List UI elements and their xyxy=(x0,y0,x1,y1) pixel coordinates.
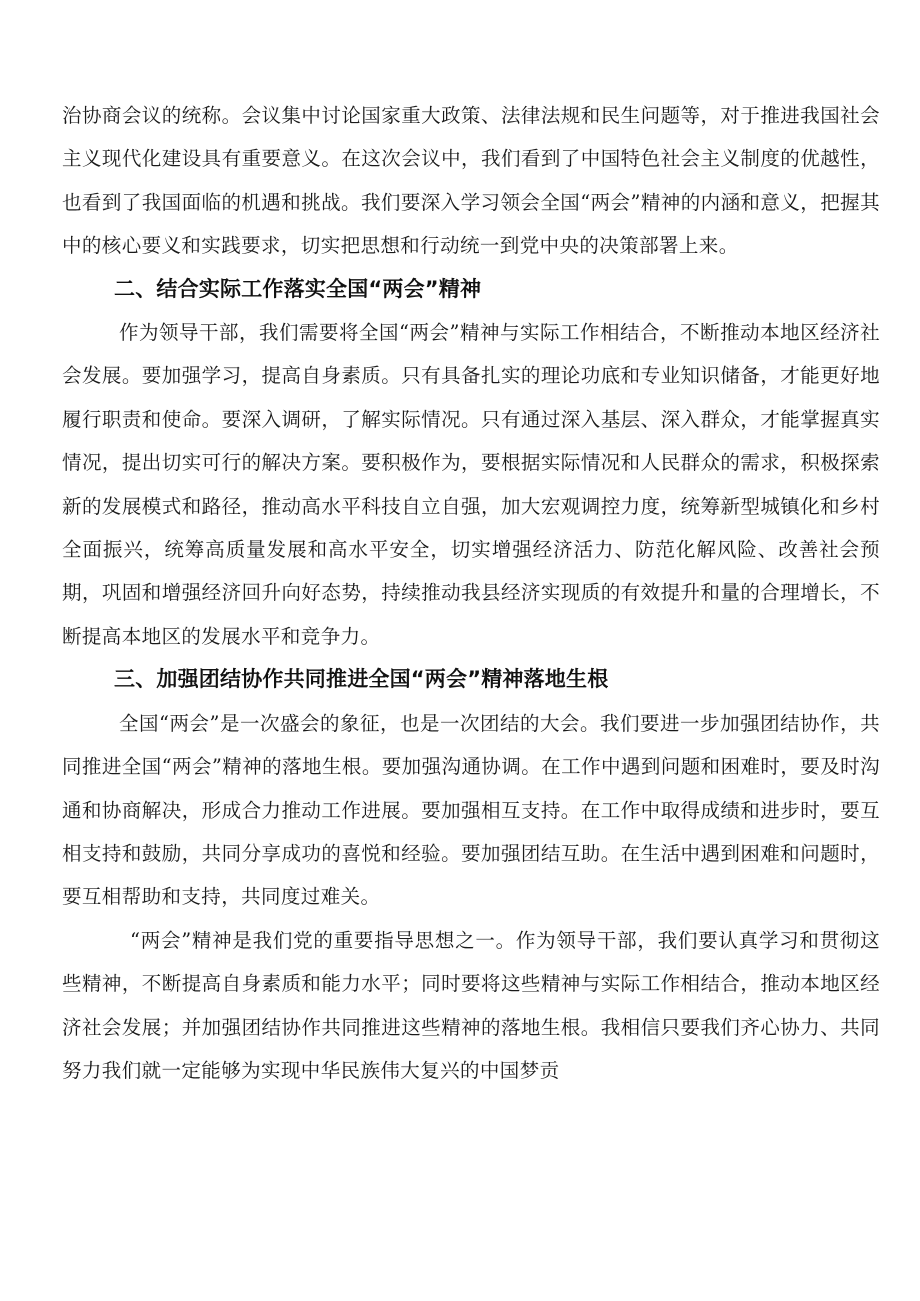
body-paragraph-section-3: 全国“两会”是一次盛会的象征，也是一次团结的大会。我们要进一步加强团结协作，共同推进全国“两会”精神的落地生根。要加强沟通协调。在工作中遇到问题和困难时，要及时沟通和协商解决，形成合力推动工作进展。要加强相互支持。在工作中取得成绩和进步时，要互相支持和鼓励，共同分享成功的喜悦和经验。要加强团结互助。在生活中遇到困难和问题时，要互相帮助和支持，共同度过难关。 xyxy=(62,711,880,909)
section-heading-3: 三、加强团结协作共同推进全国“两会”精神落地生根 xyxy=(114,667,609,692)
body-paragraph-section-2: 作为领导干部，我们需要将全国“两会”精神与实际工作相结合，不断推动本地区经济社会发展。要加强学习，提高自身素质。只有具备扎实的理论功底和专业知识储备，才能更好地履行职责和使命。要深入调研，了解实际情况。只有通过深入基层、深入群众，才能掌握真实情况，提出切实可行的解决方案。要积极作为，要根据实际情况和人民群众的需求，积极探索新的发展模式和路径，推动高水平科技自立自强，加大宏观调控力度，统筹新型城镇化和乡村全面振兴，统筹高质量发展和高水平安全，切实增强经济活力、防范化解风险、改善社会预期，巩固和增强经济回升向好态势，持续推动我县经济实现质的有效提升和量的合理增长，不断提高本地区的发展水平和竞争力。 xyxy=(62,321,880,648)
section-heading-2: 二、结合实际工作落实全国“两会”精神 xyxy=(114,276,482,301)
document-body xyxy=(62,94,880,1092)
body-paragraph-conclusion: “两会”精神是我们党的重要指导思想之一。作为领导干部，我们要认真学习和贯彻这些精神，不断提高自身素质和能力水平；同时要将这些精神与实际工作相结合，推动本地区经济社会发展；并加强团结协作共同推进这些精神的落地生根。我相信只要我们齐心协力、共同努力我们就一定能够为实现中华民族伟大复兴的中国梦贡 xyxy=(62,928,880,1082)
body-paragraph-intro: 治协商会议的统称。会议集中讨论国家重大政策、法律法规和民生问题等，对于推进我国社会主义现代化建设具有重要意义。在这次会议中，我们看到了中国特色社会主义制度的优越性，也看到了我国面临的机遇和挑战。我们要深入学习领会全国“两会”精神的内涵和意义，把握其中的核心要义和实践要求，切实把思想和行动统一到党中央的决策部署上来。 xyxy=(62,104,880,258)
